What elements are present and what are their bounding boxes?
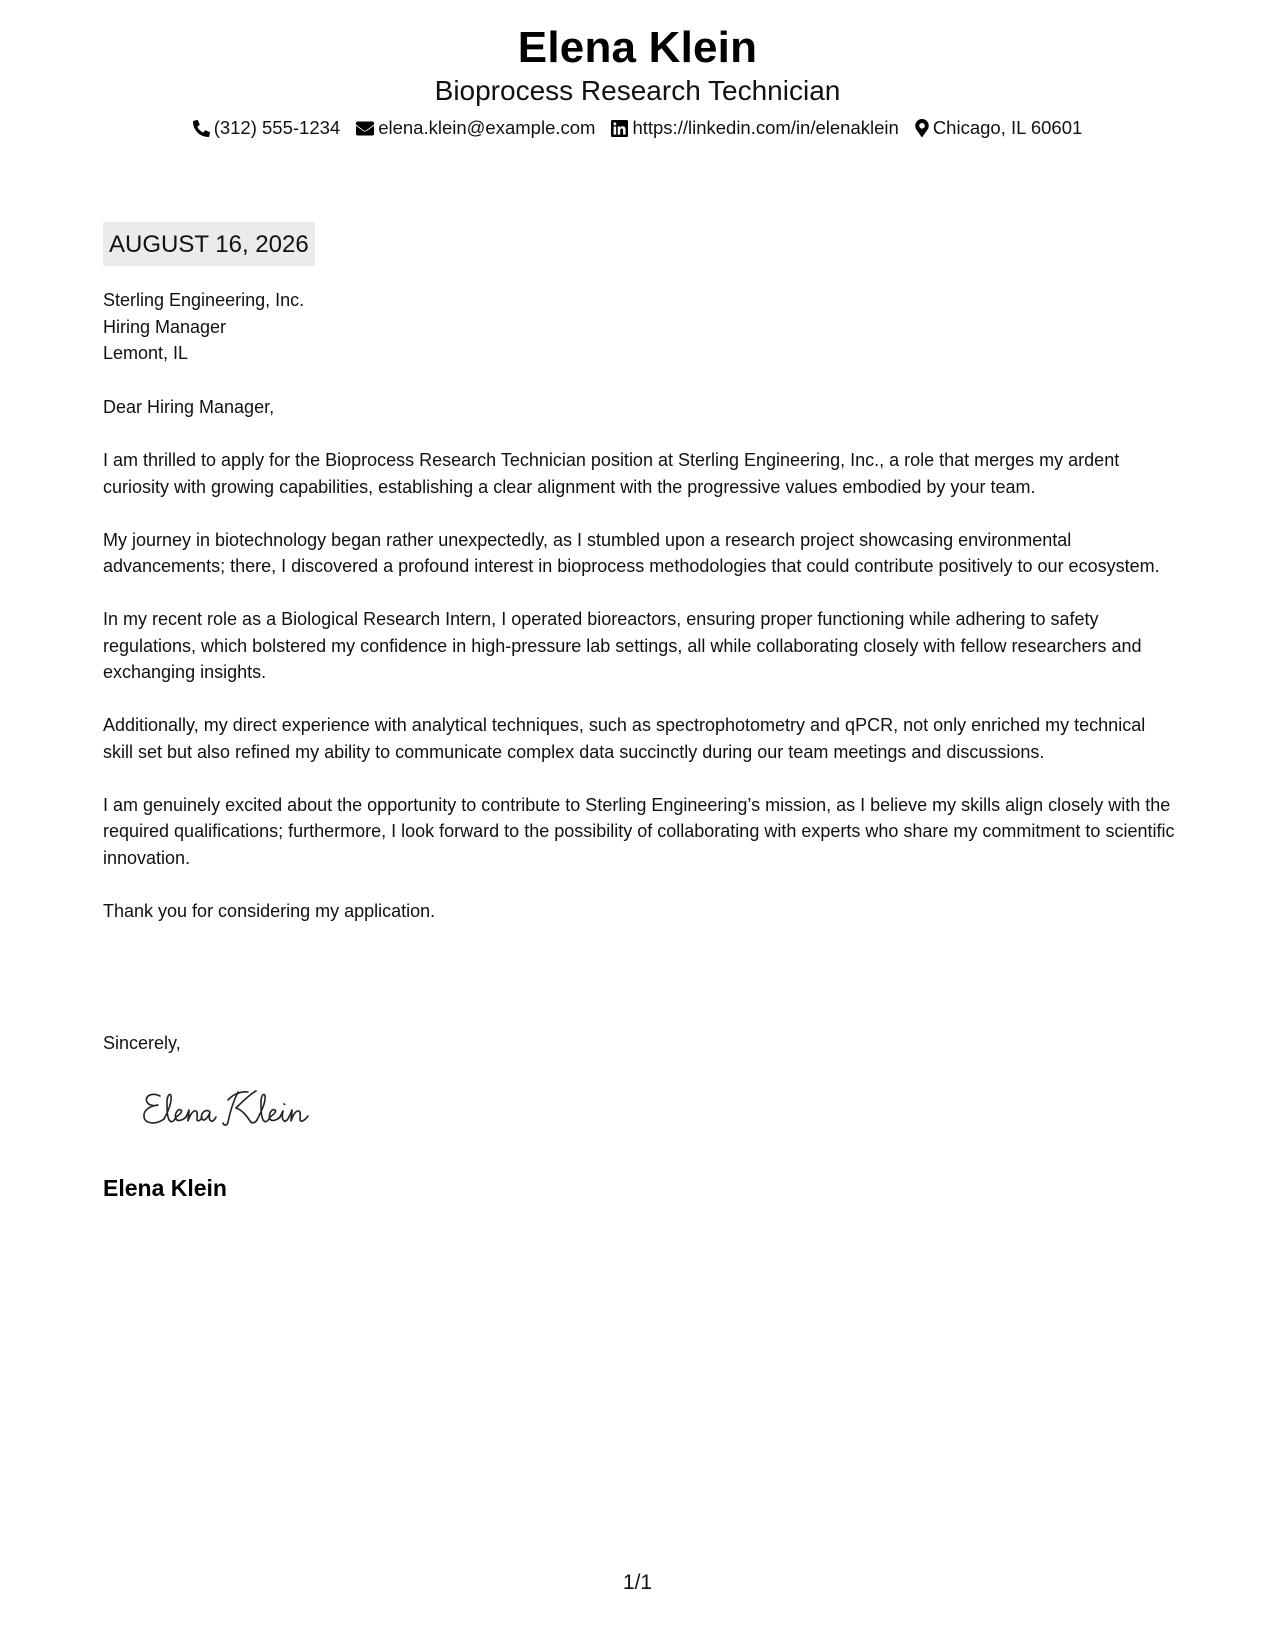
page-number: 1/1 (622, 1571, 653, 1594)
contact-linkedin[interactable] (611, 116, 898, 140)
applicant-title: Bioprocess Research Technician (434, 75, 841, 106)
body-paragraph: My journey in biotechnology began rather unexpectedly, as I stumbled upon a research project showcasing environmental advancements; there, I discovered a profound interest in bioprocess methodologies that could contribute positively to our ecosystem. (103, 529, 1160, 576)
body-paragraph: I am thrilled to apply for the Bioprocess Research Technician position at Sterling Engineering, Inc., a role that merges my ardent curiosity with growing capabilities, establishing a clear alignment with the progressive values embodied by your team. (103, 450, 1120, 497)
contact-email[interactable] (356, 116, 595, 140)
recipient-block (103, 287, 304, 367)
envelope-icon (356, 121, 374, 136)
recipient-company: Sterling Engineering, Inc. (103, 290, 305, 310)
salutation: Dear Hiring Manager, (103, 397, 275, 417)
email-text: elena.klein@example.com (378, 117, 596, 138)
phone-icon (193, 120, 210, 137)
location-text: Chicago, IL 60601 (932, 117, 1083, 138)
letter-date: AUGUST 16, 2026 (103, 222, 315, 266)
applicant-name: Elena Klein (517, 23, 758, 72)
body-paragraph: Additionally, my direct experience with analytical techniques, such as spectrophotometry and qPCR, not only enriched my technical skill set but also refined my ability to communicate complex data succinctly during our team meetings and discussions. (103, 715, 1146, 762)
recipient-role: Hiring Manager (103, 316, 227, 337)
linkedin-text: https://linkedin.com/in/elenaklein (632, 117, 899, 138)
contact-location (915, 116, 1082, 140)
contact-phone[interactable] (193, 116, 341, 140)
recipient-location: Lemont, IL (103, 343, 189, 363)
handwritten-signature (138, 1082, 328, 1134)
phone-text: (312) 555-1234 (213, 117, 341, 138)
map-pin-icon (915, 119, 929, 137)
contact-bar (0, 116, 1275, 140)
closing: Sincerely, (103, 1033, 181, 1053)
body-paragraph: I am genuinely excited about the opportunity to contribute to Sterling Engineering’s mission, as I believe my skills align closely with the required qualifications; furthermore, I look forward to the possibility of collaborating with experts who share my commitment to scientific innovation. (103, 794, 1175, 868)
body-paragraph: In my recent role as a Biological Research Intern, I operated bioreactors, ensuring proper functioning while adhering to safety regulations, which bolstered my confidence in high-pressure lab settings, all while collaborating closely with fellow researchers and exchanging insights. (103, 609, 1142, 682)
linkedin-icon (611, 120, 628, 137)
thank-you-line: Thank you for considering my application. (103, 900, 436, 921)
letter-body (103, 394, 1178, 951)
letter-header (0, 22, 1275, 140)
signature-name: Elena Klein (103, 1175, 227, 1201)
